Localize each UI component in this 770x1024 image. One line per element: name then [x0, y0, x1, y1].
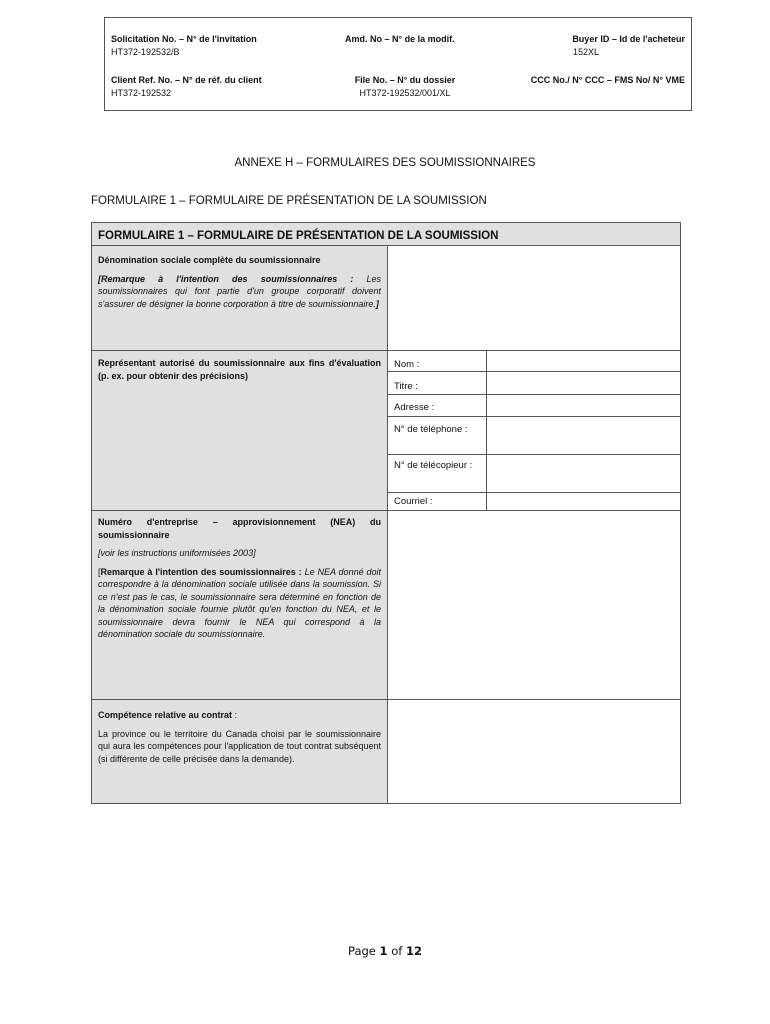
- buyer-label: Buyer ID – Id de l'acheteur: [572, 34, 685, 44]
- title-input-cell[interactable]: [487, 372, 680, 394]
- pbn-label-cell: [98, 516, 381, 647]
- authorized-representative-label: [98, 357, 381, 388]
- jurisdiction-label-cell: [98, 709, 381, 771]
- field-phone-label: N° de téléphone :: [394, 424, 468, 435]
- address-input-cell[interactable]: [487, 395, 680, 416]
- of-word: of: [387, 944, 406, 958]
- header-info-box: [104, 17, 692, 111]
- amendment-label: Amd. No – N° de la modif.: [345, 34, 455, 44]
- annexe-title: ANNEXE H – FORMULAIRES DES SOUMISSIONNAIRES: [234, 157, 536, 169]
- phone-input-cell[interactable]: [487, 417, 680, 454]
- ccc-label: CCC No./ N° CCC – FMS No/ N° VME: [530, 75, 685, 85]
- pbn-input-cell[interactable]: [388, 511, 680, 699]
- field-fax-label: N° de télécopieur :: [394, 460, 473, 471]
- jurisdiction-description: La province ou le territoire du Canada choisi par le soumissionnaire qui aura les compétences pour l'application de tout contrat subséquent (si différente de celle précisée dans la demande).: [98, 728, 381, 764]
- buyer-cell: [557, 33, 685, 59]
- client-ref-value: HT372-192532: [111, 88, 172, 98]
- field-email-label: Courriel :: [394, 496, 433, 507]
- legal-name-label-cell: [98, 254, 381, 316]
- field-address-label: Adresse :: [394, 402, 435, 413]
- jurisdiction-input-cell[interactable]: [388, 700, 680, 803]
- page-word: Page: [348, 944, 380, 958]
- table-header: FORMULAIRE 1 – FORMULAIRE DE PRÉSENTATION DE LA SOUMISSION: [98, 230, 499, 242]
- file-value: HT372-192532/001/XL: [359, 88, 451, 98]
- legal-name-note: [Remarque à l'intention des soumissionnaires : Les soumissionnaires qui font partie d'un groupe corporatif doivent s'assurer de désigner la bonne corporation à titre de soumissionnaire.]: [98, 273, 381, 309]
- pbn-reference: [voir les instructions uniformisées 2003]: [98, 548, 256, 558]
- pbn-title: Numéro d'entreprise – approvisionnement (NEA) du soumissionnaire: [98, 517, 381, 540]
- file-label: File No. – N° du dossier: [354, 75, 456, 85]
- ccc-cell: [513, 74, 685, 87]
- solicitation-value: HT372-192532/B: [111, 47, 180, 57]
- solicitation-cell: [111, 33, 257, 59]
- jurisdiction-title: Compétence relative au contrat :: [98, 710, 238, 720]
- representative-title: Représentant autorisé du soumissionnaire aux fins d'évaluation (p. ex. pour obtenir des précisions): [98, 358, 381, 381]
- form-title: FORMULAIRE 1 – FORMULAIRE DE PRÉSENTATION DE LA SOUMISSION: [91, 195, 487, 207]
- client-ref-cell: [111, 74, 262, 100]
- legal-name-title: Dénomination sociale complète du soumissionnaire: [98, 255, 321, 265]
- legal-name-input-cell[interactable]: [388, 246, 680, 350]
- fax-input-cell[interactable]: [487, 455, 680, 492]
- buyer-value: 152XL: [573, 47, 600, 57]
- file-cell: [345, 74, 465, 100]
- client-ref-label: Client Ref. No. – N° de réf. du client: [111, 75, 262, 85]
- field-name-label: Nom :: [394, 359, 420, 370]
- email-input-cell[interactable]: [487, 493, 680, 510]
- page-footer: [0, 944, 770, 958]
- pbn-note: [Remarque à l'intention des soumissionnaires : Le NEA donné doit correspondre à la dénomination sociale utilisée dans la soumission. Si ce n'est pas le cas, le soumissionnaire sera déterminé en fonction de la dénomination sociale fournie plutôt qu'en fonction du NEA, et le soumissionnaire devra fournir le NEA qui correspond à la dénomination sociale du soumissionnaire.: [98, 566, 381, 639]
- total-page-count: 12: [405, 944, 422, 958]
- amendment-cell: [345, 33, 455, 46]
- solicitation-label: Solicitation No. – N° de l'invitation: [111, 34, 257, 44]
- field-title-label: Titre :: [394, 381, 418, 392]
- name-input-cell[interactable]: [487, 351, 680, 371]
- current-page-number: 1: [379, 944, 388, 958]
- submission-form-table: [91, 222, 681, 804]
